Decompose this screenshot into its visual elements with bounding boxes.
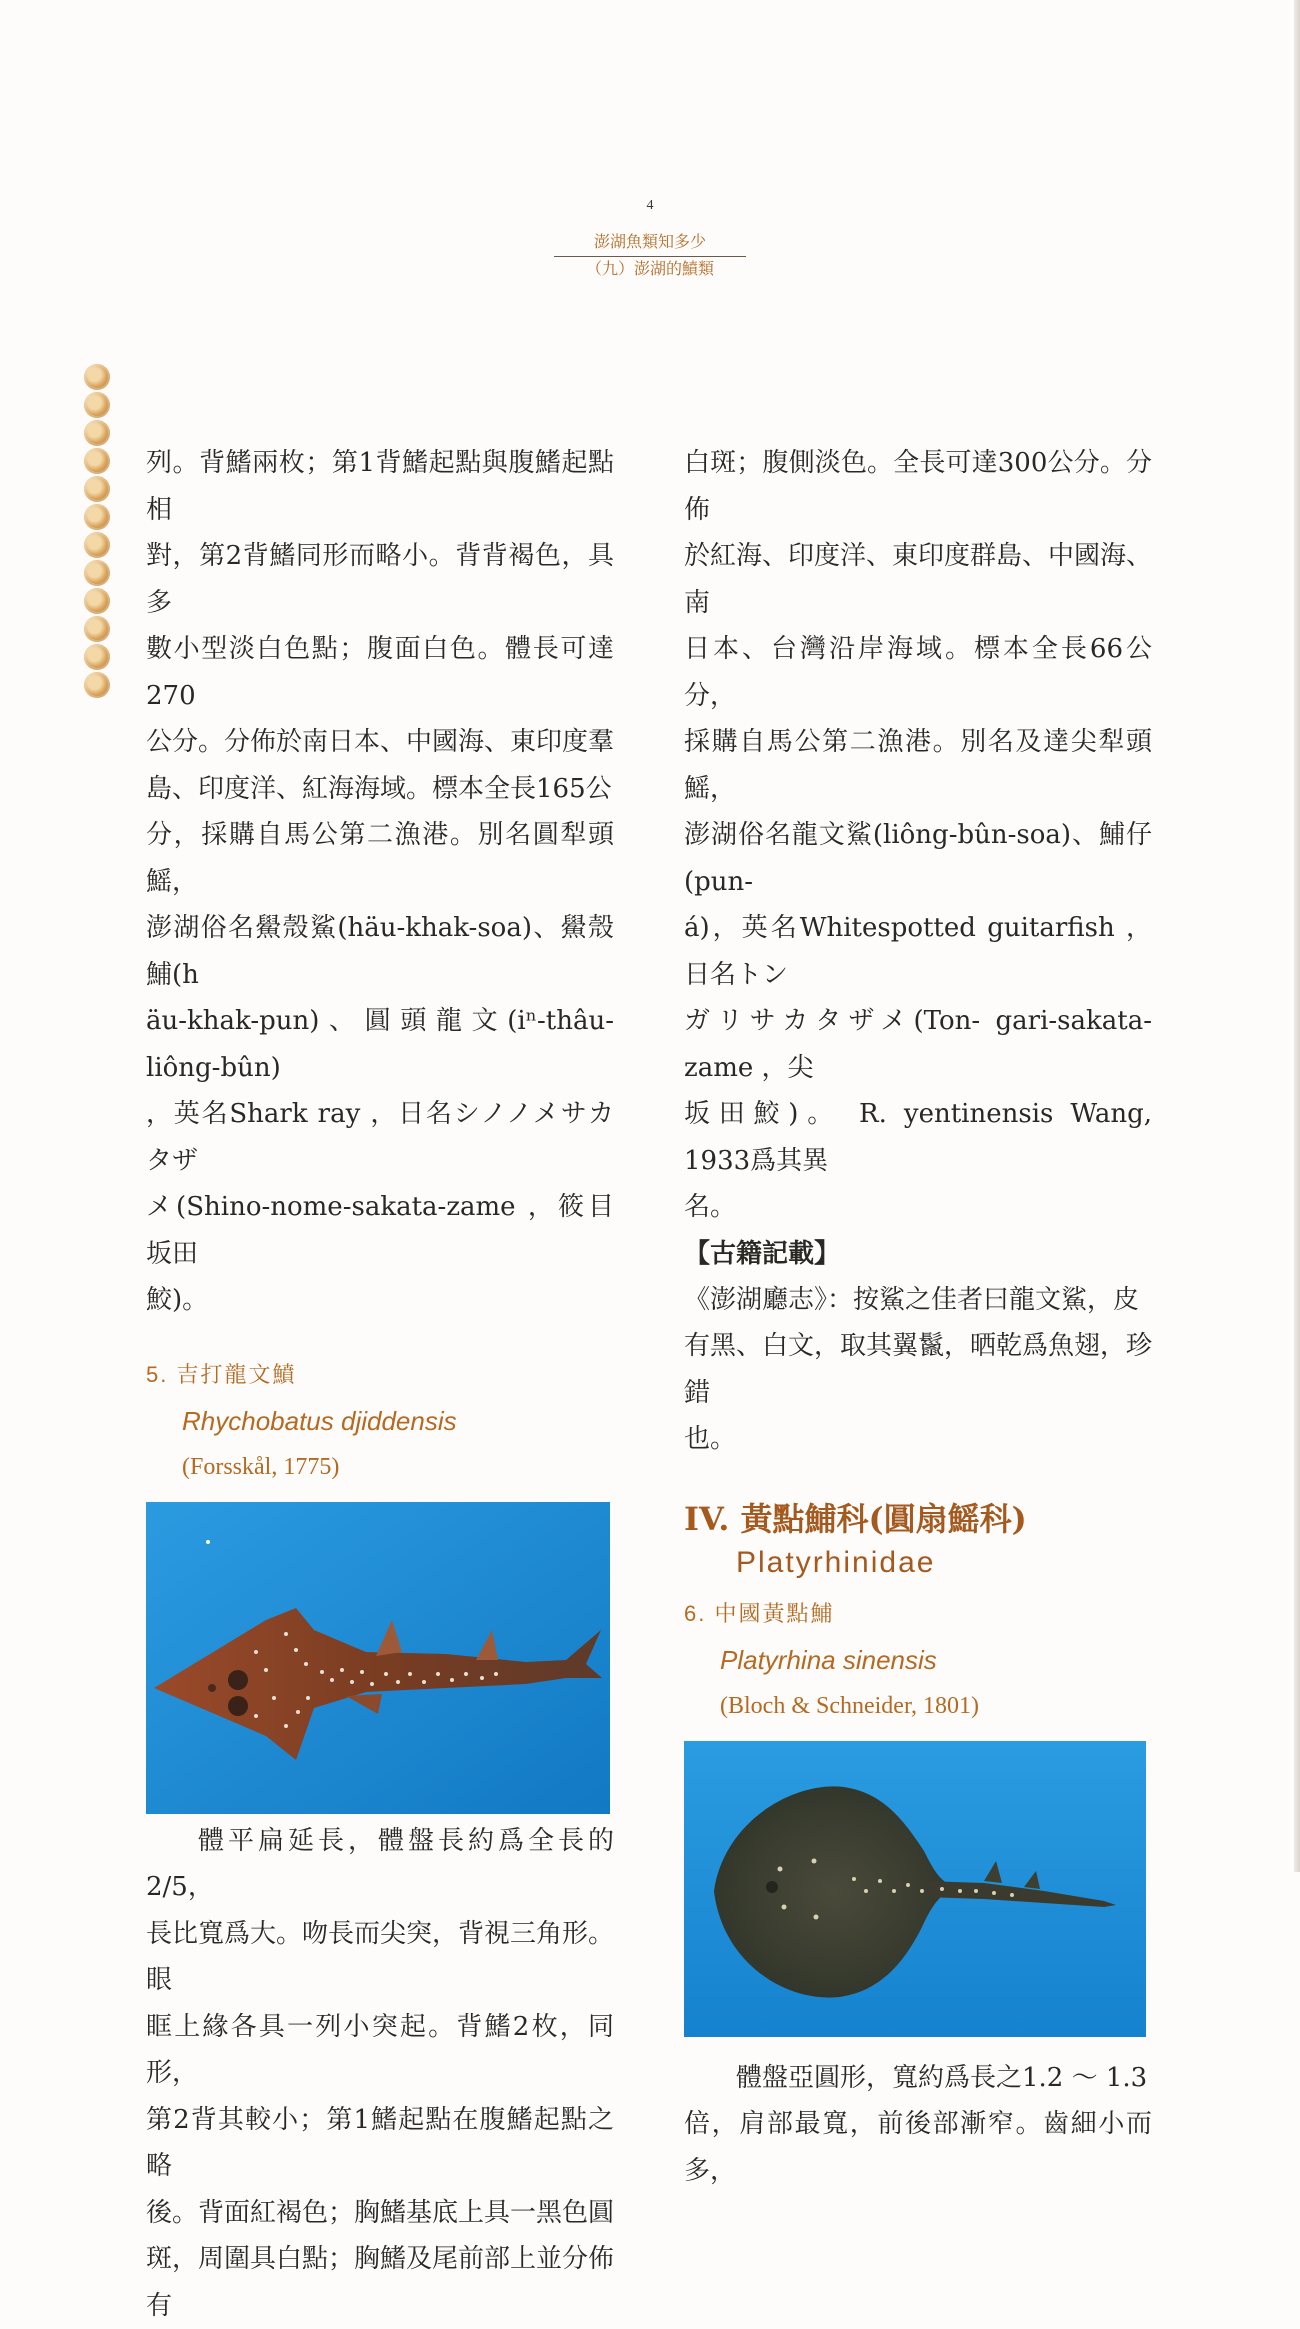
species-authority: (Bloch & Schneider, 1801)	[684, 1683, 1152, 1729]
text-line: 長比寬爲大。吻長而尖突，背視三角形。眼	[146, 1911, 614, 2004]
text-line: äu-khak-pun)、圓頭龍文(iⁿ-thâu-liông-bûn)	[146, 998, 614, 1091]
book-title: 澎湖魚類知多少	[554, 232, 746, 257]
running-title	[554, 232, 746, 281]
text-line: 坂田鮫)。 R. yentinensis Wang, 1933爲其異	[684, 1091, 1152, 1184]
text-line: 對，第2背鰭同形而略小。背背褐色，具多	[146, 533, 614, 626]
records-text	[684, 1277, 1152, 1463]
guitarfish-photo	[146, 1502, 610, 1814]
species-number-name: 6. 中國黃點鯆	[684, 1591, 1152, 1637]
text-line: 白斑；腹側淡色。全長可達300公分。分佈	[684, 440, 1152, 533]
page-number: 4	[0, 198, 1300, 214]
text-line: 澎湖俗名龍文鯊(liông-bûn-soa)、鯆仔(pun-	[684, 812, 1152, 905]
species-number-name: 5. 吉打龍文鱝	[146, 1352, 614, 1398]
records-heading: 【古籍記載】	[684, 1231, 1152, 1277]
species-5-heading	[146, 1352, 614, 1490]
species-6-description	[684, 2055, 1152, 2195]
family-heading	[684, 1497, 1152, 1585]
species-scientific-name: Platyrhina sinensis	[684, 1637, 1152, 1683]
text-line: 採購自馬公第二漁港。別名及達尖犁頭鰩，	[684, 719, 1152, 812]
text-line: á)，英名Whitespotted guitarfish ，日名トン	[684, 905, 1152, 998]
text-line: 公分。分佈於南日本、中國海、東印度羣	[146, 719, 614, 766]
text-line: 島、印度洋、紅海海域。標本全長165公	[146, 766, 614, 813]
chapter-title: （九）澎湖的鱝類	[554, 257, 746, 281]
family-title: IV. 黃點鯆科(圓扇鰩科)	[684, 1497, 1152, 1541]
text-line: 後。背面紅褐色；胸鰭基底上具一黑色圓	[146, 2190, 614, 2237]
text-line: 澎湖俗名鱟殼鯊(häu-khak-soa)、鱟殼鯆(h	[146, 905, 614, 998]
text-line: 數小型淡白色點；腹面白色。體長可達270	[146, 626, 614, 719]
side-ornament	[84, 364, 114, 700]
page-header	[0, 198, 1300, 281]
text-line: メ(Shino-nome-sakata-zame ，筱目坂田	[146, 1184, 614, 1277]
text-line: ガリサカタザメ(Ton- gari-sakata-zame ，尖	[684, 998, 1152, 1091]
text-line: 於紅海、印度洋、東印度群島、中國海、南	[684, 533, 1152, 626]
text-line: 鮫)。	[146, 1277, 614, 1324]
species-5-description	[146, 1818, 614, 2329]
continuation-text	[684, 440, 1152, 1231]
text-line: 體盤亞圓形，寬約爲長之1.2 ～ 1.3	[684, 2055, 1152, 2102]
text-line: ，英名Shark ray ，日名シノノメサカタザ	[146, 1091, 614, 1184]
fanray-photo	[684, 1741, 1146, 2037]
text-line: 日本、台灣沿岸海域。標本全長66公分，	[684, 626, 1152, 719]
text-line: 也。	[684, 1416, 1152, 1463]
species-6-heading	[684, 1591, 1152, 1729]
text-line: 有黑、白文，取其翼鬣，晒乾爲魚翅，珍錯	[684, 1323, 1152, 1416]
text-line: 倍，肩部最寬，前後部漸窄。齒細小而多，	[684, 2101, 1152, 2194]
text-line: 列。背鰭兩枚；第1背鰭起點與腹鰭起點相	[146, 440, 614, 533]
text-line: 第2背其較小；第1鰭起點在腹鰭起點之略	[146, 2097, 614, 2190]
text-line: 斑，周圍具白點；胸鰭及尾前部上並分佈有	[146, 2236, 614, 2329]
text-line: 《澎湖廳志》：按鯊之佳者曰龍文鯊，皮	[684, 1277, 1152, 1324]
text-line: 名。	[684, 1184, 1152, 1231]
text-line: 分，採購自馬公第二漁港。別名圓犁頭鰩，	[146, 812, 614, 905]
text-line: 體平扁延長，體盤長約爲全長的2/5，	[146, 1818, 614, 1911]
continuation-text	[146, 440, 614, 1324]
species-scientific-name: Rhychobatus djiddensis	[146, 1398, 614, 1444]
left-column	[146, 440, 614, 2329]
text-line: 眶上緣各具一列小突起。背鰭2枚，同形，	[146, 2004, 614, 2097]
family-scientific-name: Platyrhinidae	[684, 1541, 1152, 1585]
right-column	[684, 440, 1152, 2194]
species-authority: (Forsskål, 1775)	[146, 1444, 614, 1490]
